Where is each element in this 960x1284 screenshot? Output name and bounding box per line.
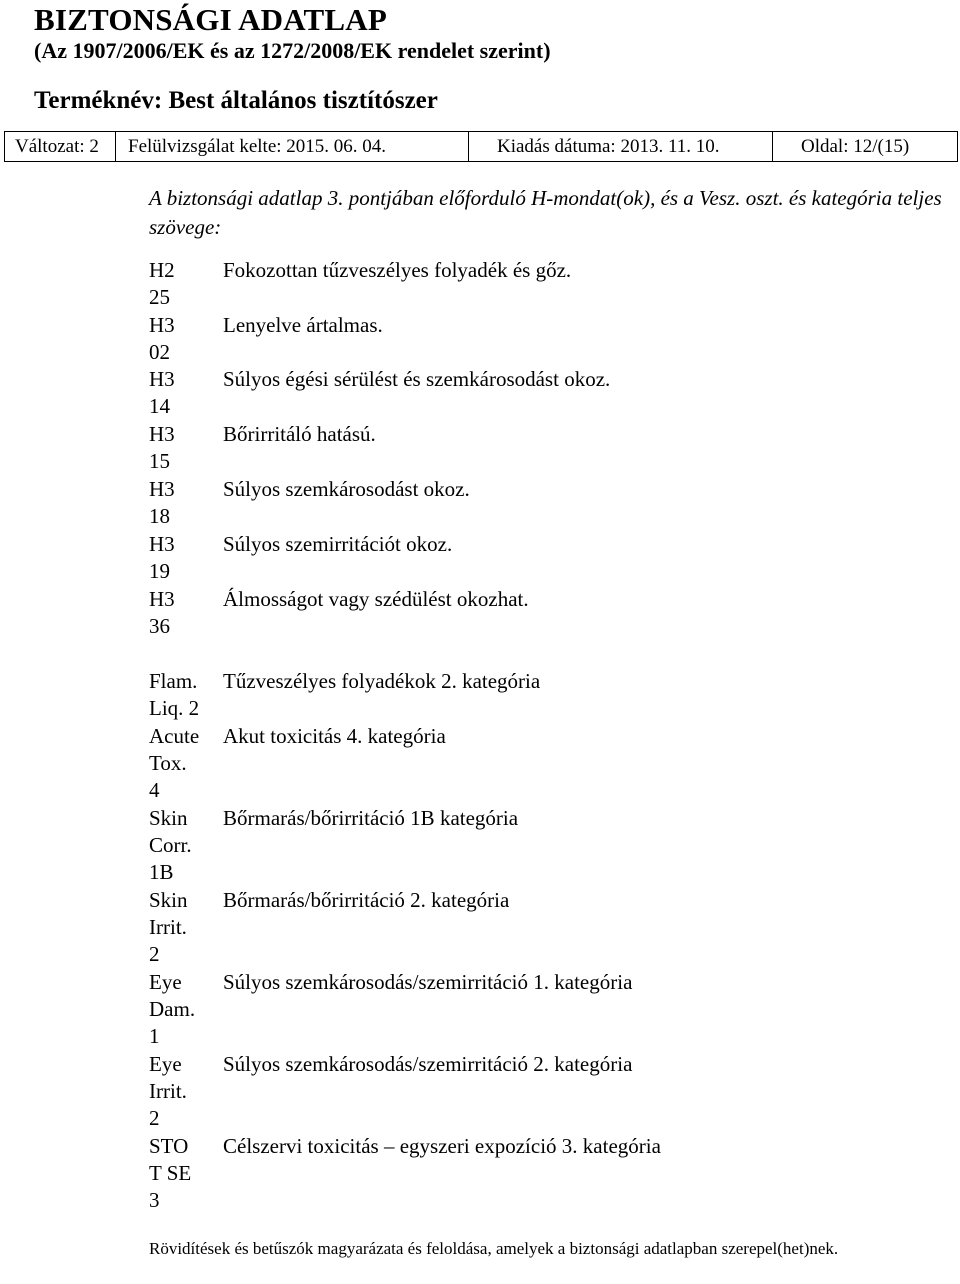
abbreviations-note: Rövidítések és betűszók magyarázata és feloldása, amelyek a biztonsági adatlapban szerepel(het)nek. [149, 1239, 839, 1258]
hazard-class-code: Skin Corr. 1B [149, 806, 192, 884]
hazard-class-code: Eye Dam. 1 [149, 970, 196, 1048]
revision-date-cell: Felülvizsgálat kelte: 2015. 06. 04. [116, 132, 469, 162]
hazard-class-text: Bőrmarás/bőrirritáció 2. kategória [223, 888, 510, 912]
h-statement-text: Fokozottan tűzveszélyes folyadék és gőz. [223, 258, 572, 282]
hazard-class-text: Akut toxicitás 4. kategória [223, 724, 446, 748]
hazard-class-text: Célszervi toxicitás – egyszeri expozíció 3. kategória [223, 1134, 661, 1158]
h-statement-code: H2 25 [149, 258, 175, 309]
h-statement-code: H3 14 [149, 367, 175, 418]
hazard-class-text: Tűzveszélyes folyadékok 2. kategória [223, 669, 541, 693]
hazard-class-code: Flam. Liq. 2 [149, 669, 200, 720]
h-statement-code: H3 18 [149, 477, 175, 528]
h-statement-code: H3 36 [149, 587, 175, 638]
hazard-class-code: Skin Irrit. 2 [149, 888, 188, 966]
hazard-class-code: STO T SE 3 [149, 1134, 192, 1212]
section-intro: A biztonsági adatlap 3. pontjában előforduló H-mondat(ok), és a Vesz. oszt. és kategória teljes szövege: [149, 186, 942, 239]
h-statement-text: Súlyos égési sérülést és szemkárosodást okoz. [223, 367, 611, 391]
regulation-subtitle: (Az 1907/2006/EK és az 1272/2008/EK rendelet szerint) [34, 38, 551, 63]
hazard-class-code: Acute Tox. 4 [149, 724, 200, 802]
hazard-class-text: Súlyos szemkárosodás/szemirritáció 1. kategória [223, 970, 633, 994]
h-statement-code: H3 02 [149, 313, 175, 364]
hazard-class-code: Eye Irrit. 2 [149, 1052, 187, 1130]
h-statement-code: H3 15 [149, 422, 175, 473]
hazard-class-text: Bőrmarás/bőrirritáció 1B kategória [223, 806, 519, 830]
h-statement-text: Súlyos szemirritációt okoz. [223, 532, 453, 556]
h-statement-text: Álmosságot vagy szédülést okozhat. [223, 587, 529, 611]
version-cell: Változat: 2 [5, 132, 116, 162]
h-statement-code: H3 19 [149, 532, 175, 583]
document-title: BIZTONSÁGI ADATLAP [34, 2, 388, 37]
issue-date-cell: Kiadás dátuma: 2013. 11. 10. [469, 132, 773, 162]
page-number-cell: Oldal: 12/(15) [773, 132, 958, 162]
h-statement-text: Lenyelve ártalmas. [223, 313, 383, 337]
product-name: Terméknév: Best általános tisztítószer [34, 87, 438, 114]
hazard-class-text: Súlyos szemkárosodás/szemirritáció 2. kategória [223, 1052, 633, 1076]
h-statement-text: Súlyos szemkárosodást okoz. [223, 477, 470, 501]
document-meta-table [4, 131, 958, 162]
h-statement-text: Bőrirritáló hatású. [223, 422, 376, 446]
